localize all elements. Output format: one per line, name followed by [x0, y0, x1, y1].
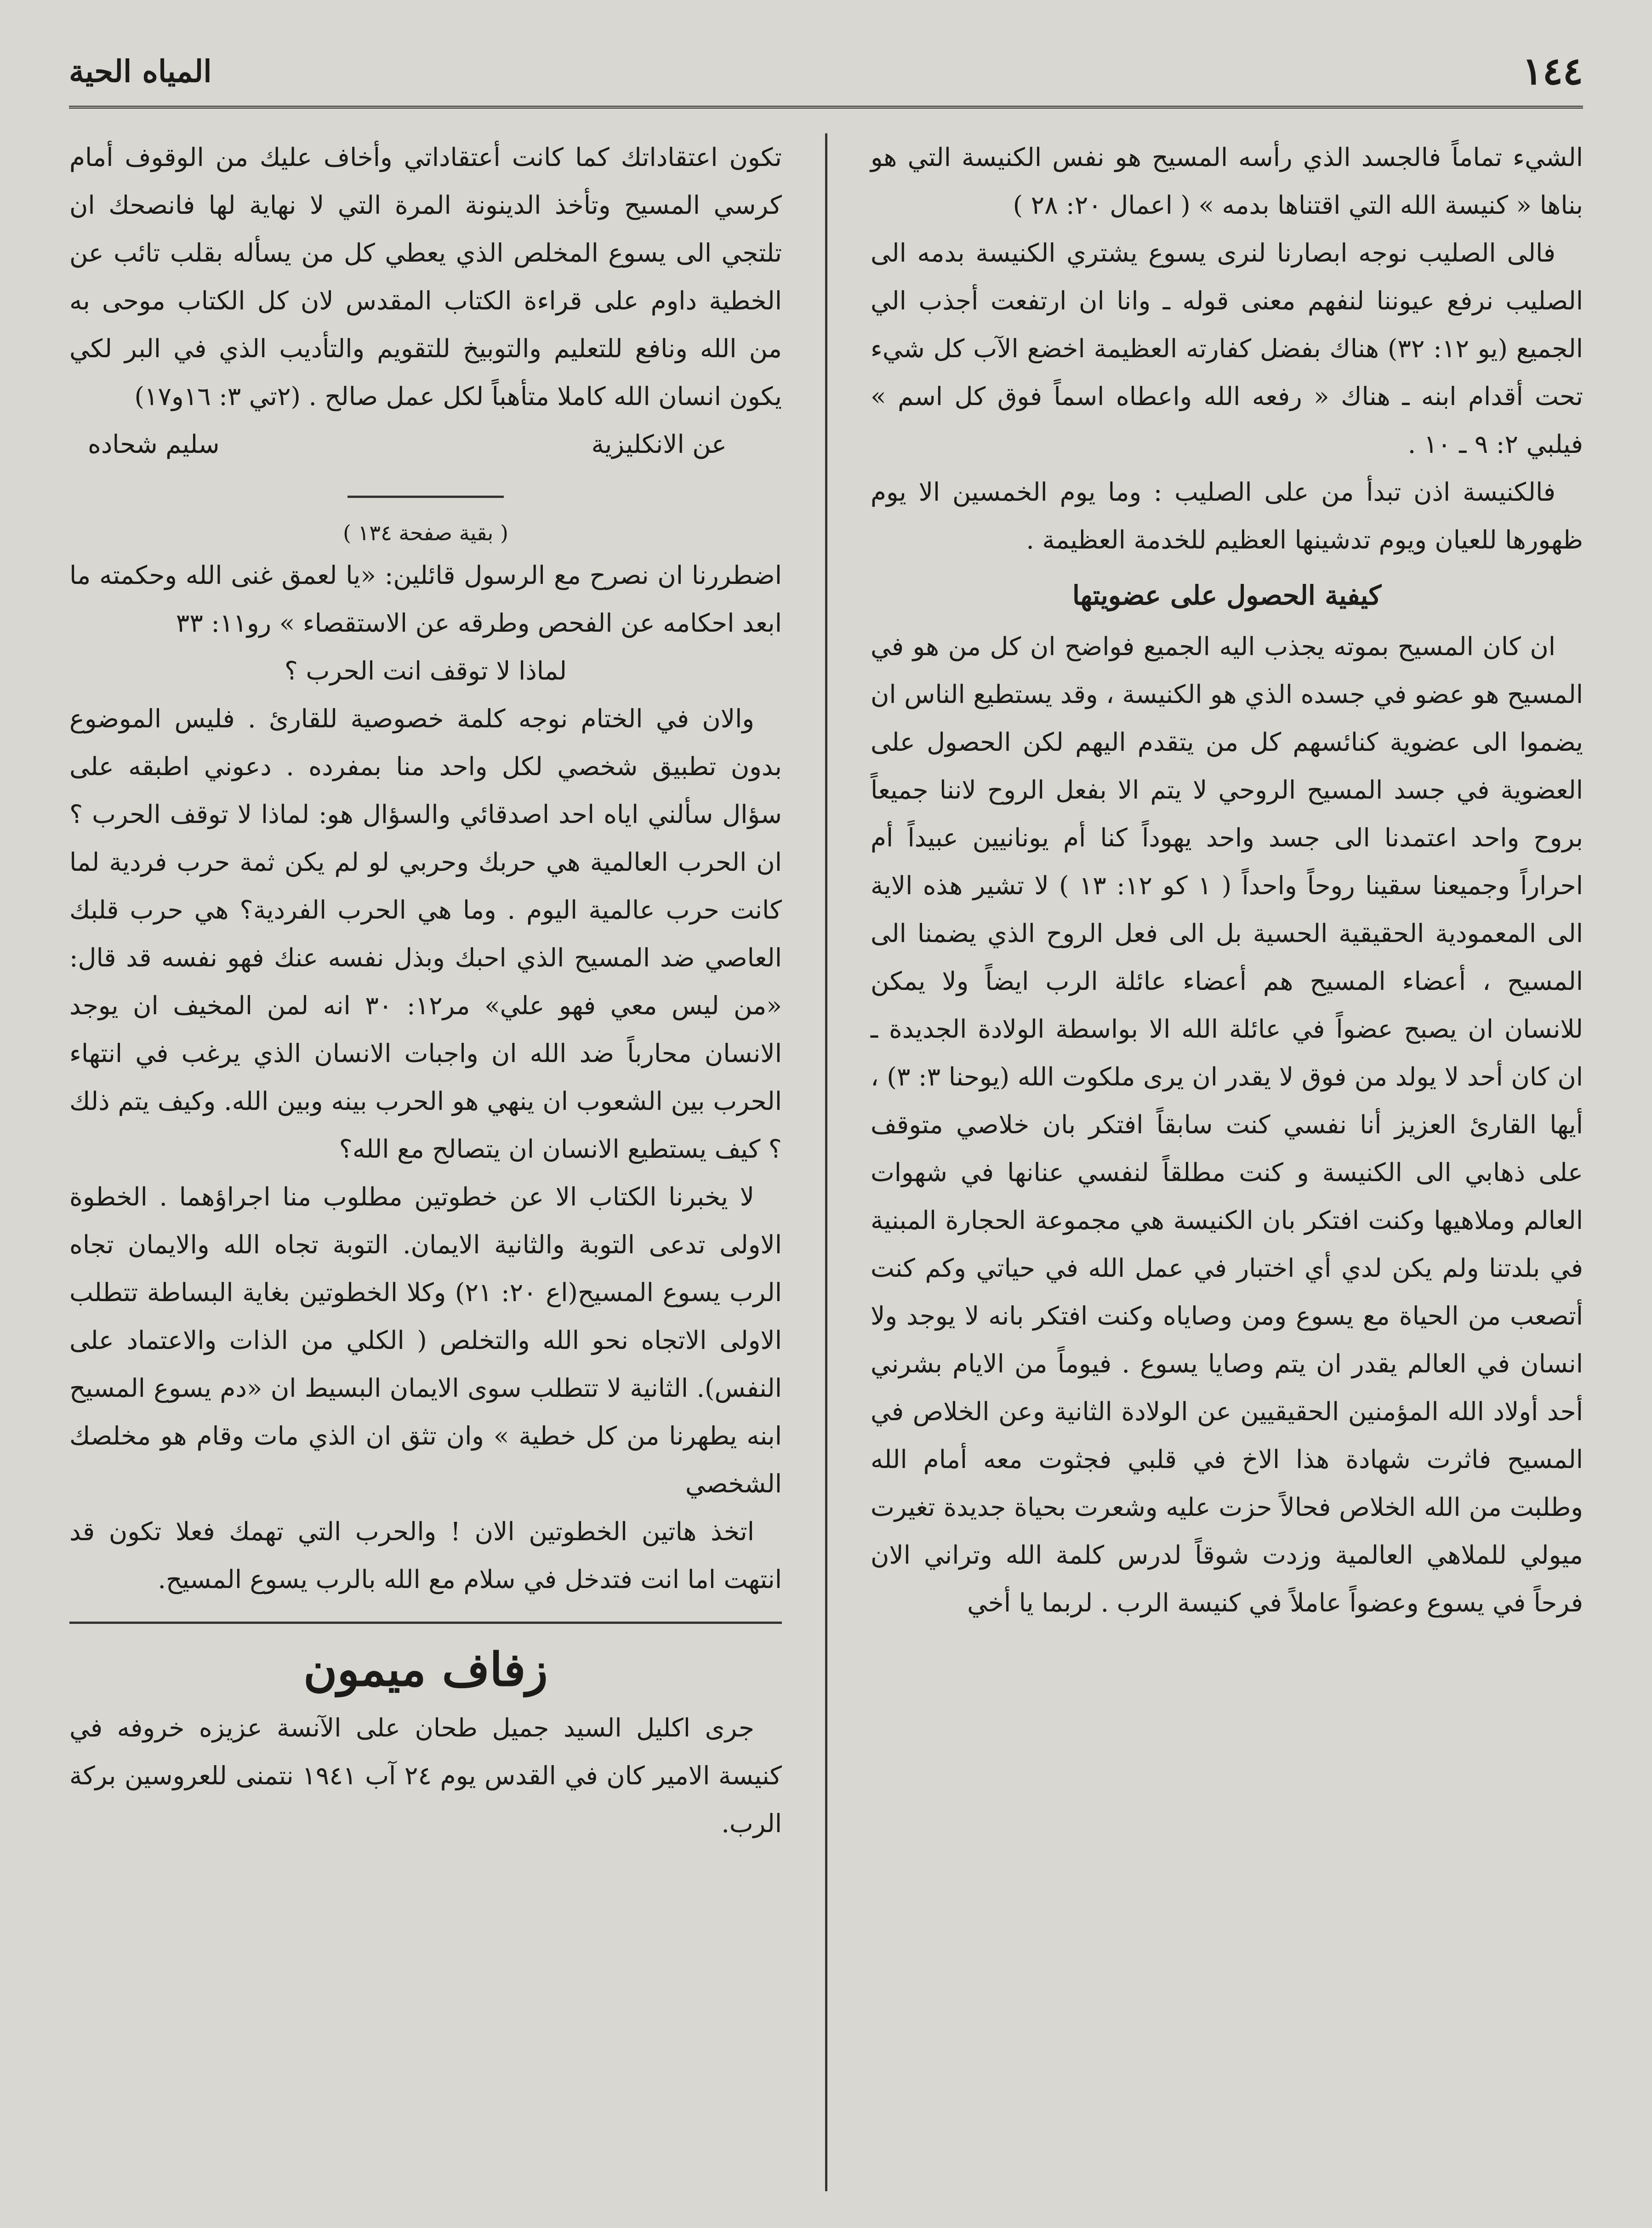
paragraph: والان في الختام نوجه كلمة خصوصية للقارئ . فليس الموضوع بدون تطبيق شخصي لكل واحد منا بمفرده . دعوني اطبقه على سؤال سألني اياه احد اصدقائي والسؤال هو: لماذا لا توقف الحرب ؟ ان الحرب العالمية هي حربك وحربي لو لم يكن ثمة حرب فردية لما كانت حرب عالمية اليوم . وما هي الحرب الفردية؟ هي حرب قلبك العاصي ضد المسيح الذي احبك وبذل نفسه عنك فهو نفسه قد قال: «من ليس معي فهو علي» مر١٢: ٣٠ انه لمن المخيف ان يوجد الانسان محارباً ضد الله ان واجبات الانسان الذي يرغب في انتهاء الحرب بين الشعوب ان ينهي هو الحرب بينه وبين الله. وكيف يتم ذلك ؟ كيف يستطيع الانسان ان يتصالح مع الله؟ — [69, 704, 782, 1164]
paragraph: اضطررنا ان نصرح مع الرسول قائلين: «يا لعمق غنى الله وحكمته ما ابعد احكامه عن الفحص وطرقه عن الاستقصاء » رو١١: ٣٣ — [69, 560, 782, 638]
right-column — [843, 133, 1583, 2191]
separator-rule — [347, 496, 504, 498]
paragraph: ان كان المسيح بموته يجذب اليه الجميع فواضح ان كل من هو في المسيح هو عضو في جسده الذي هو الكنيسة ، وقد يستطيع الناس ان يضموا الى عضوية كنائسهم كل من يتقدم اليهم لكن الحصول على العضوية في جسد المسيح الروحي لا يتم الا بفعل الروح لاننا جميعاً بروح واحد اعتمدنا الى جسد واحد يهوداً كنا أم يونانيين عبيداً أم احراراً وجميعنا سقينا روحاً واحداً ( ١ كو ١٢: ١٣ ) لا تشير هذه الاية الى المعمودية الحقيقية الحسية بل الى فعل الروح الذي يضمنا الى المسيح ، أعضاء المسيح هم أعضاء عائلة الرب ايضاً ولا يمكن للانسان ان يصبح عضواً في عائلة الله الا بواسطة الولادة الجديدة ـ ان كان أحد لا يولد من فوق لا يقدر ان يرى ملكوت الله (يوحنا ٣: ٣) ، أيها القارئ العزيز أنا نفسي كنت سابقاً افتكر بان خلاصي متوقف على ذهابي الى الكنيسة و كنت مطلقاً لنفسي عنانها في شهوات العالم وملاهيها وكنت افتكر بان الكنيسة هي مجموعة الحجارة المبنية في بلدتنا ولم يكن لدي أي اختبار في عمل الله في حياتي وكم كنت أتصعب من الحياة مع يسوع ومن وصاياه وكنت افتكر بانه لا يوجد ولا انسان في العالم يقدر ان يتم وصايا يسوع . فيوماً من الايام بشرني أحد أولاد الله المؤمنين الحقيقيين عن الولادة الثانية وعن الخلاص في المسيح فاثرت شهادة هذا الاخ في قلبي فجثوت معه أمام الله وطلبت من الله الخلاص فحالاً حزت عليه وشعرت بحياة جديدة تغيرت ميولي للملاهي العالمية وزدت شوقاً لدرس كلمة الله وتراني الان فرحاً في يسوع وعضواً عاملاً في كنيسة الرب . لربما يا أخي — [871, 632, 1583, 1617]
columns — [69, 133, 1583, 2191]
paragraph: تكون اعتقاداتك كما كانت أعتقاداتي وأخاف عليك من الوقوف أمام كرسي المسيح وتأخذ الدينونة المرة التي لا نهاية لها فانصحك ان تلتجي الى يسوع المخلص الذي يعطي كل من يسأله بقلب تائب عن الخطية داوم على قراءة الكتاب المقدس لان كل الكتاب موحى به من الله ونافع للتعليم والتوبيخ للتقويم والتأديب الذي في البر لكي يكون انسان الله كاملا متأهباً لكل عمل صالح . (٢تي ٣: ١٦و١٧) — [69, 143, 782, 411]
source-label: عن الانكليزية — [591, 429, 727, 459]
header-rule — [69, 106, 1583, 109]
section-rule — [69, 1622, 782, 1624]
paragraph: اتخذ هاتين الخطوتين الان ! والحرب التي تهمك فعلا تكون قد انتهت اما انت فتدخل في سلام مع الله بالرب يسوع المسيح. — [69, 1517, 782, 1594]
question-line: لماذا لا توقف انت الحرب ؟ — [284, 656, 567, 686]
page-number: ١٤٤ — [1522, 49, 1583, 93]
article-signature — [69, 420, 782, 468]
continuation-note: ( بقية صفحة ١٣٤ ) — [343, 520, 508, 545]
column-divider — [825, 133, 827, 2191]
paragraph: الشيء تماماً فالجسد الذي رأسه المسيح هو نفس الكنيسة التي هو بناها « كنيسة الله التي اقتناها بدمه » ( اعمال ٢٠: ٢٨ ) — [871, 143, 1583, 220]
wedding-title: زفاف ميمون — [303, 1642, 548, 1697]
wedding-announcement: جرى اكليل السيد جميل طحان على الآنسة عزيزه خروفه في كنيسة الامير كان في القدس يوم ٢٤ آب ١٩٤١ نتمنى للعروسين بركة الرب. — [69, 1713, 782, 1838]
left-column — [69, 133, 809, 2191]
running-head — [69, 44, 1583, 99]
section-subheading: كيفية الحصول على عضويتها — [1072, 580, 1382, 611]
author-name: سليم شحاده — [88, 429, 220, 459]
paragraph: لا يخبرنا الكتاب الا عن خطوتين مطلوب منا اجراؤهما . الخطوة الاولى تدعى التوبة والثانية الايمان. التوبة تجاه الله والايمان تجاه الرب يسوع المسيح(اع ٢٠: ٢١) وكلا الخطوتين بغاية البساطة تتطلب الاولى الاتجاه نحو الله والتخلص ( الكلي من الذات والاعتماد على النفس). الثانية لا تتطلب سوى الايمان البسيط ان «دم يسوع المسيح ابنه يطهرنا من كل خطية » وان تثق ان الذي مات وقام هو مخلصك الشخصي — [69, 1182, 782, 1498]
paragraph: فالى الصليب نوجه ابصارنا لنرى يسوع يشتري الكنيسة بدمه الى الصليب نرفع عيوننا لنفهم معنى قوله ـ وانا ان ارتفعت أجذب الي الجميع (يو ١٢: ٣٢) هناك بفضل كفارته العظيمة اخضع الآب كل شيء تحت أقدام ابنه ـ هناك « رفعه الله واعطاه اسماً فوق كل اسم » فيلبي ٢: ٩ ـ ١٠ . — [871, 238, 1583, 459]
paragraph: فالكنيسة اذن تبدأ من على الصليب : وما يوم الخمسين الا يوم ظهورها للعيان ويوم تدشينها العظيم للخدمة العظيمة . — [871, 477, 1583, 554]
journal-title: المياه الحية — [69, 53, 212, 89]
